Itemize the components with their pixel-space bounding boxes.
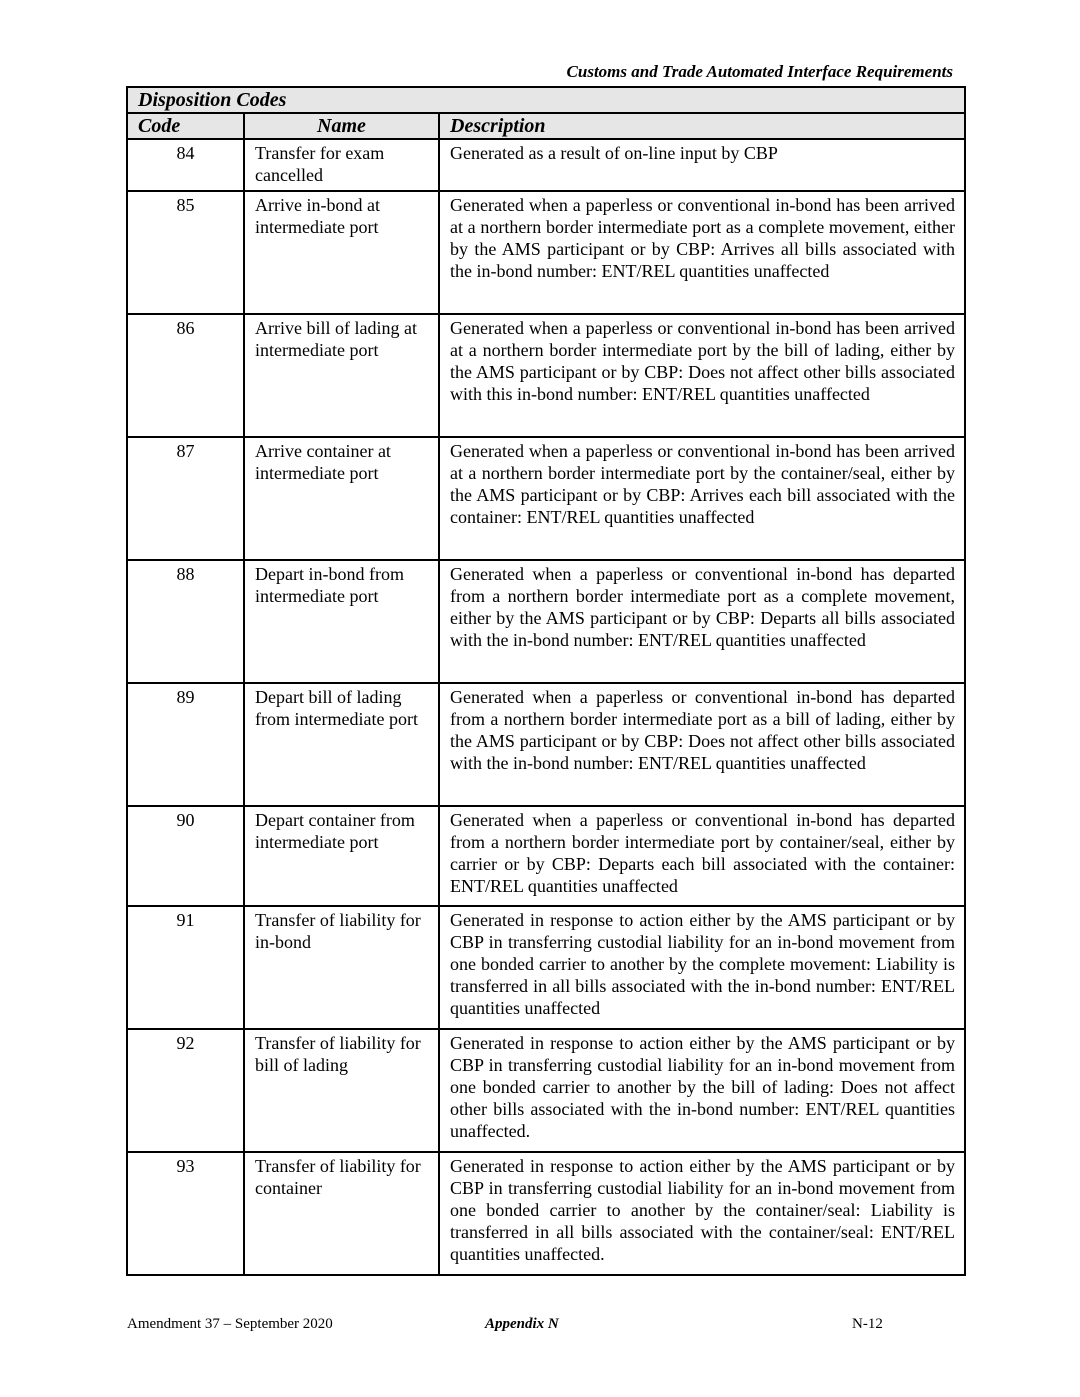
footer-page-number: N-12 — [852, 1316, 883, 1332]
column-header-row — [127, 113, 965, 139]
row-description: Generated when a paperless or conventional in-bond has departed from a northern border intermediate port as a bill of lading, either by the AMS participant or by CBP: Does not affect other bills associated with the in-bond number: ENT/REL quantities unaffected — [439, 683, 965, 806]
disposition-codes-table — [126, 86, 966, 1276]
row-description: Generated in response to action either by the AMS participant or by CBP in transferring custodial liability for an in-bond movement from one bonded carrier to another by the bill of lading: Does not affect other bills associated with the in-bond number: ENT/REL quantities unaffected. — [439, 1029, 965, 1152]
row-code: 90 — [127, 806, 244, 906]
row-code: 89 — [127, 683, 244, 806]
table-caption: Disposition Codes — [127, 87, 965, 113]
page-header-title: Customs and Trade Automated Interface Requirements — [566, 62, 953, 81]
row-description: Generated when a paperless or conventional in-bond has been arrived at a northern border intermediate port as a complete movement, either by the AMS participant or by CBP: Arrives all bills associated with the in-bond number: ENT/REL quantities unaffected — [439, 191, 965, 314]
row-description: Generated as a result of on-line input by CBP — [439, 139, 965, 191]
row-code: 86 — [127, 314, 244, 437]
footer-amendment: Amendment 37 – September 2020 — [127, 1316, 333, 1332]
table-row — [127, 806, 965, 906]
row-description: Generated when a paperless or conventional in-bond has been arrived at a northern border intermediate port by the container/seal, either by the AMS participant or by CBP: Arrives each bill associated with the container: ENT/REL quantities unaffected — [439, 437, 965, 560]
row-name: Depart in-bond from intermediate port — [244, 560, 439, 683]
table-row — [127, 560, 965, 683]
row-code: 93 — [127, 1152, 244, 1275]
row-name: Transfer for exam cancelled — [244, 139, 439, 191]
row-name: Depart bill of lading from intermediate port — [244, 683, 439, 806]
row-name: Transfer of liability for bill of lading — [244, 1029, 439, 1152]
row-description: Generated in response to action either by the AMS participant or by CBP in transferring custodial liability for an in-bond movement from one bonded carrier to another by the complete movement: Liability is transferred in all bills associated with the in-bond number: ENT/REL quantities unaffected — [439, 906, 965, 1029]
table-row — [127, 191, 965, 314]
row-name: Depart container from intermediate port — [244, 806, 439, 906]
row-description: Generated when a paperless or conventional in-bond has departed from a northern border intermediate port as a complete movement, either by the AMS participant or by CBP: Departs all bills associated with the in-bond number: ENT/REL quantities unaffected — [439, 560, 965, 683]
row-description: Generated when a paperless or conventional in-bond has been arrived at a northern border intermediate port by the bill of lading, either by the AMS participant or by CBP: Does not affect other bills associated with this in-bond number: ENT/REL quantities unaffected — [439, 314, 965, 437]
table-row — [127, 139, 965, 191]
table-caption-row — [127, 87, 965, 113]
table-row — [127, 1152, 965, 1275]
description-column-header: Description — [439, 113, 965, 139]
row-code: 88 — [127, 560, 244, 683]
name-column-header: Name — [244, 113, 439, 139]
table-row — [127, 314, 965, 437]
table-row — [127, 437, 965, 560]
row-name: Arrive in-bond at intermediate port — [244, 191, 439, 314]
row-name: Arrive bill of lading at intermediate port — [244, 314, 439, 437]
row-name: Transfer of liability for in-bond — [244, 906, 439, 1029]
row-code: 91 — [127, 906, 244, 1029]
row-description: Generated when a paperless or conventional in-bond has departed from a northern border intermediate port by container/seal, either by carrier or by CBP: Departs each bill associated with the container: ENT/REL quantities unaffected — [439, 806, 965, 906]
row-description: Generated in response to action either by the AMS participant or by CBP in transferring custodial liability for an in-bond movement from one bonded carrier to another by the container/seal: Liability is transferred in all bills associated with the container/seal: ENT/REL quantities unaffected. — [439, 1152, 965, 1275]
table-row — [127, 1029, 965, 1152]
row-code: 87 — [127, 437, 244, 560]
row-code: 92 — [127, 1029, 244, 1152]
footer-appendix: Appendix N — [485, 1316, 559, 1332]
row-name: Arrive container at intermediate port — [244, 437, 439, 560]
table-row — [127, 906, 965, 1029]
row-code: 85 — [127, 191, 244, 314]
code-column-header: Code — [127, 113, 244, 139]
row-name: Transfer of liability for container — [244, 1152, 439, 1275]
row-code: 84 — [127, 139, 244, 191]
table-row — [127, 683, 965, 806]
